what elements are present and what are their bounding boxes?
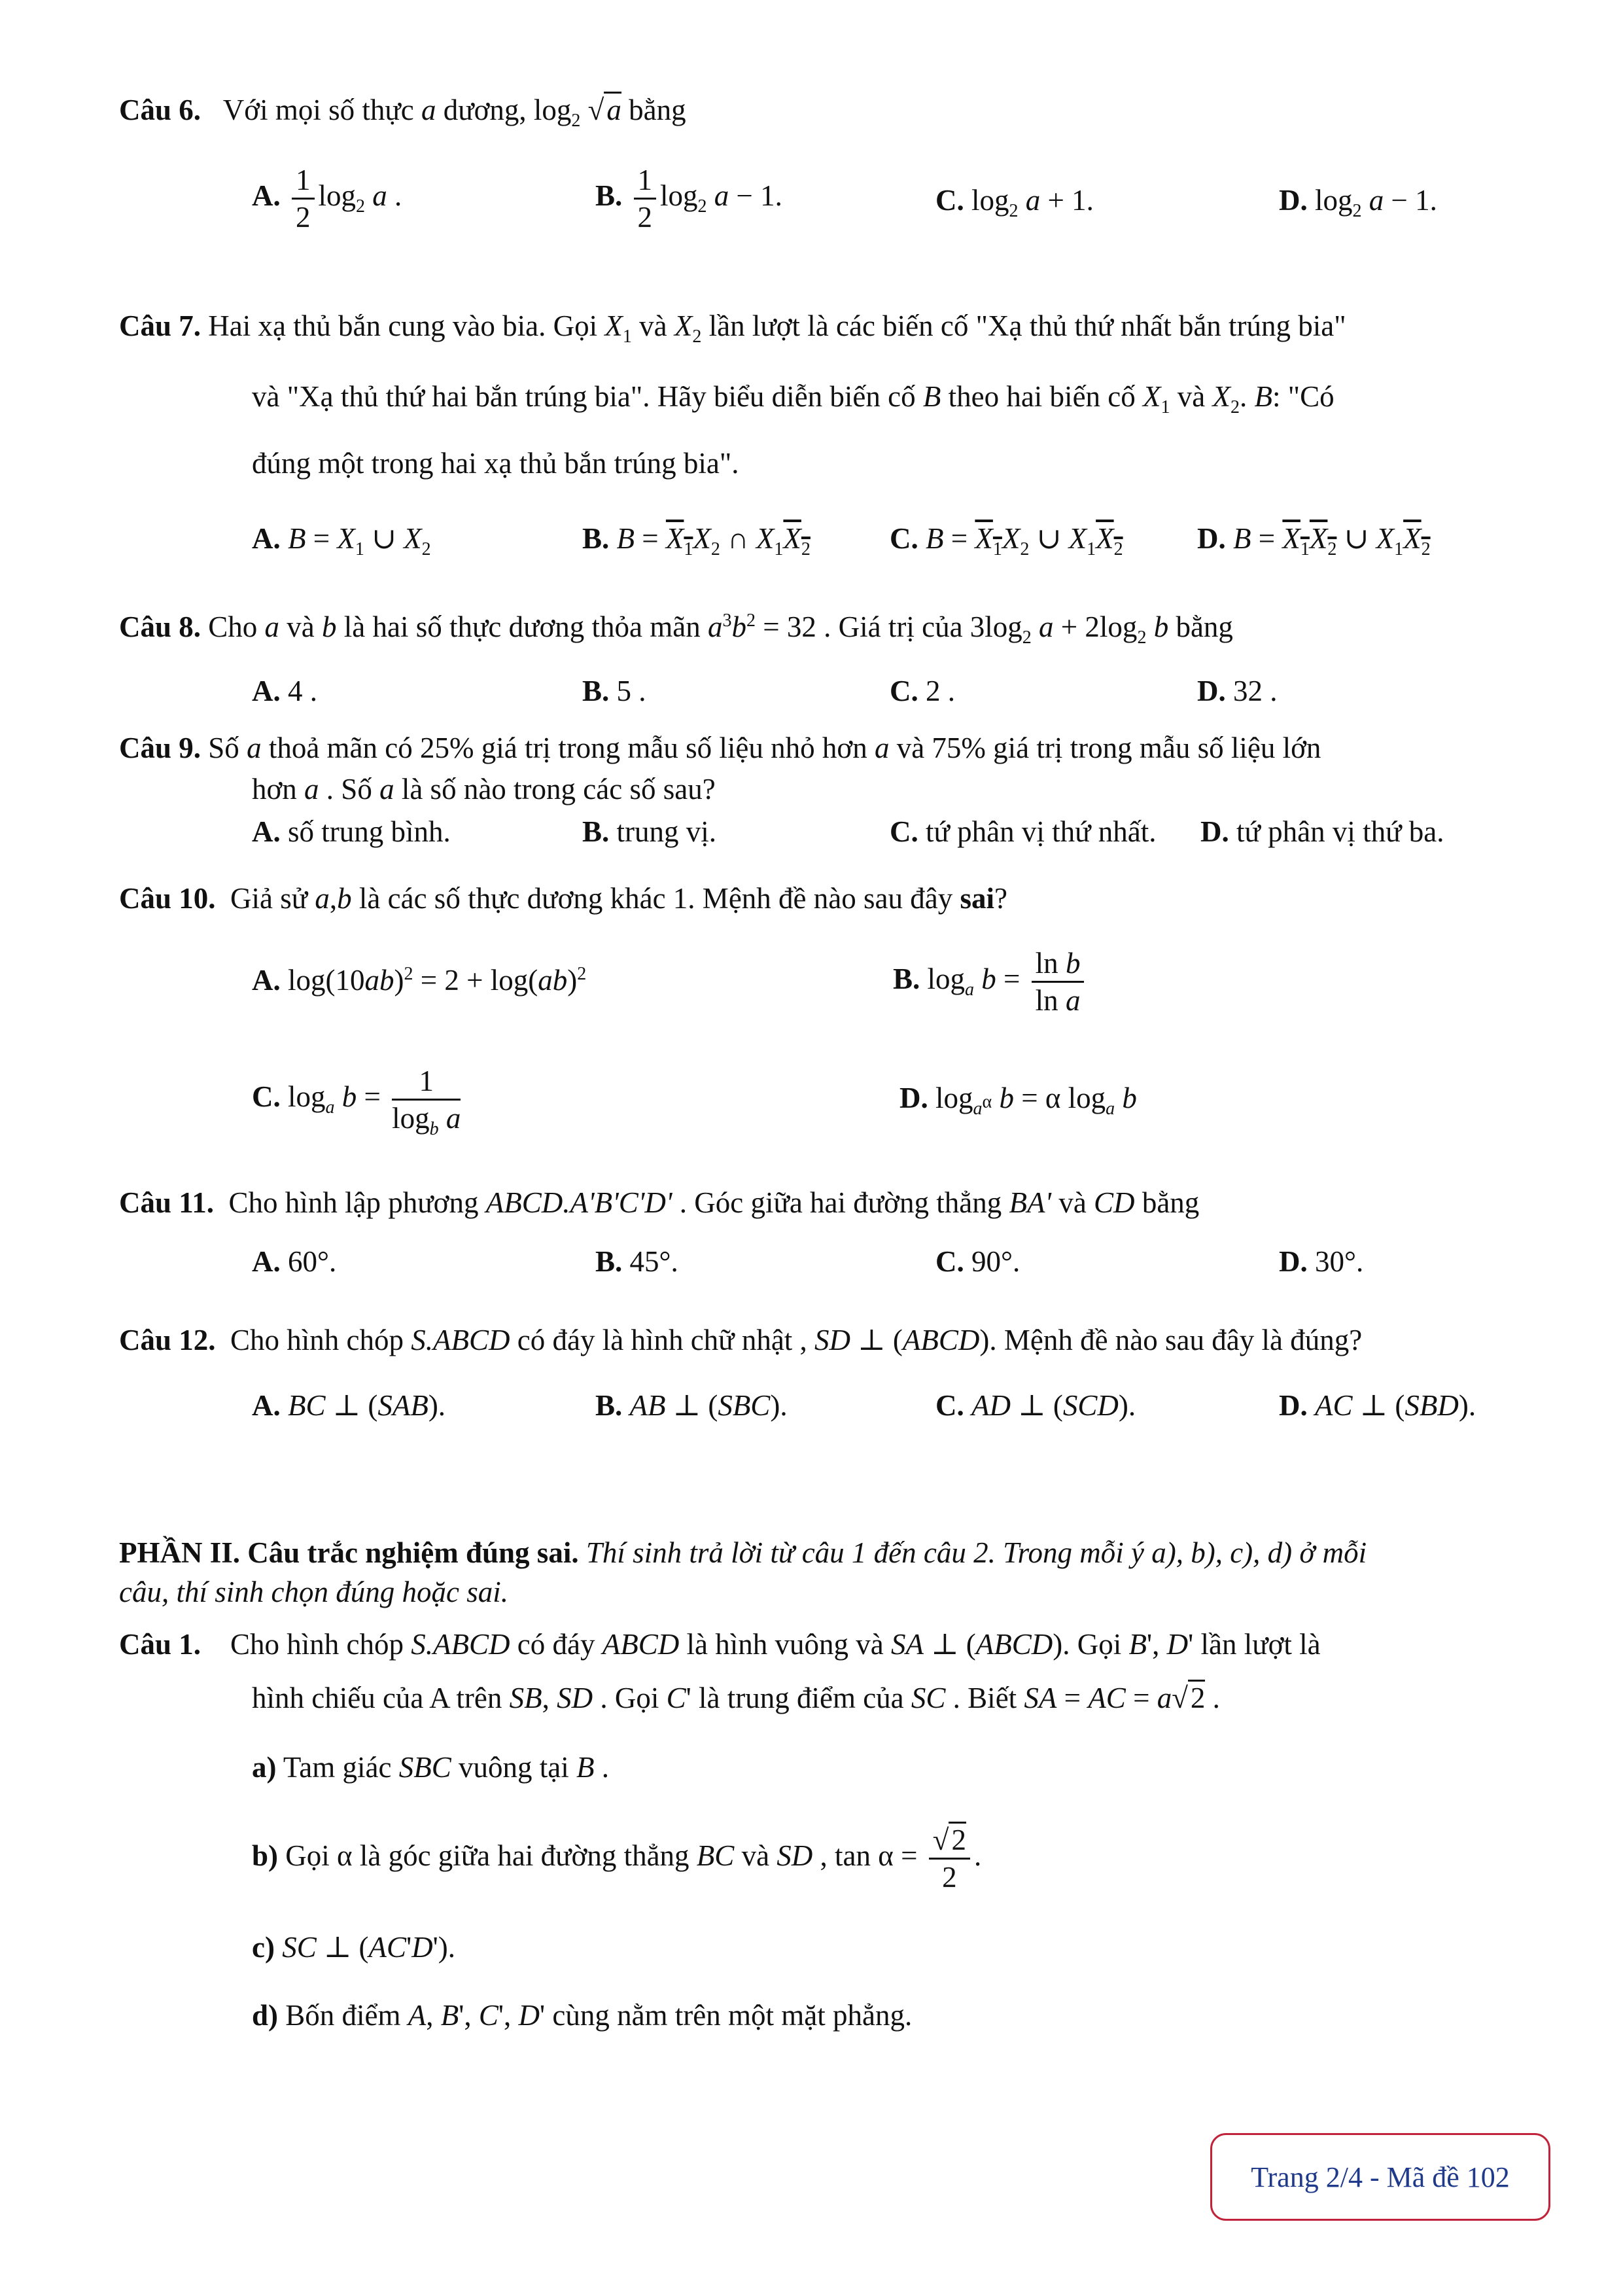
p2q1-item-a[interactable]: a) Tam giác SBC vuông tại B . (252, 1751, 609, 1784)
q6-option-d[interactable]: D. $\log_2 a - 1$. (1279, 184, 1437, 221)
q8-option-c[interactable]: C. 2 . (890, 675, 955, 707)
part2-heading: PHẦN II. Câu trắc nghiệm đúng sai. Thí sinh trả lời từ câu 1 đến câu 2. Trong mỗi ý a), b), c), d) ở mỗi (119, 1536, 1367, 1569)
q7-option-b[interactable]: B. $B = X_1X_2$ ∩ $X_1X_2$ (582, 522, 811, 559)
q8-stem: Câu 8. Cho a và b là hai số thực dương thỏa mãn $a^3b^2 = 32$ . Giá trị của $3\log_2$ $a + 2\log_2$ b bằng (119, 610, 1233, 648)
part2-heading-cont: câu, thí sinh chọn đúng hoặc sai. (119, 1576, 508, 1608)
q8-option-a[interactable]: A. 4 . (252, 675, 317, 707)
p2q1-item-b[interactable]: b) Gọi α là góc giữa hai đường thẳng BC và SD , tan α = $\frac{√2}{2}$ . (252, 1822, 981, 1895)
q11-option-b[interactable]: B. 45°. (595, 1245, 678, 1278)
q7-option-c[interactable]: C. $B = X_1X_2$ ∪ $X_1X_2$ (890, 522, 1123, 559)
q10-option-c[interactable]: C. $\log_a b$ = $\frac{1}{\log_b a}$ (252, 1065, 461, 1139)
q12-option-b[interactable]: B. AB ⊥ (SBC). (595, 1389, 788, 1422)
q12-stem: Câu 12. Cho hình chóp S.ABCD có đáy là hình chữ nhật , SD ⊥ (ABCD). Mệnh đề nào sau đây là đúng? (119, 1324, 1363, 1356)
q7-line2: và "Xạ thủ thứ hai bắn trúng bia". Hãy biểu diễn biến cố B theo hai biến cố $X_1$ và $X_2$. B: "Có (252, 380, 1335, 417)
q9-option-b[interactable]: B. trung vị. (582, 815, 717, 848)
q7-line1: Câu 7. Hai xạ thủ bắn cung vào bia. Gọi $X_1$ và $X_2$ lần lượt là các biến cố "Xạ thủ thứ nhất bắn trúng bia" (119, 309, 1346, 347)
q9-option-c[interactable]: C. tứ phân vị thứ nhất. (890, 815, 1157, 848)
q10-option-a[interactable]: A. $\log(10ab)^2 = 2 + \log(ab)^2$ (252, 964, 587, 997)
q6-option-a[interactable]: A. $\frac{1}{2}$ $\log_2 a$ . (252, 164, 402, 234)
q6-option-c[interactable]: C. $\log_2 a + 1$. (935, 184, 1094, 221)
page-number: Trang 2/4 - Mã đề 102 (1251, 2161, 1510, 2193)
p2q1-item-c[interactable]: c) SC ⊥ (AC'D'). (252, 1931, 456, 1964)
question-label: Câu 6. (119, 94, 201, 126)
p2q1-item-d[interactable]: d) Bốn điểm A, B', C', D' cùng nằm trên một mặt phẳng. (252, 1999, 913, 2032)
q10-stem: Câu 10. Giả sử a,b là các số thực dương khác 1. Mệnh đề nào sau đây sai? (119, 882, 1007, 915)
q9-option-a[interactable]: A. số trung bình. (252, 815, 451, 848)
q12-option-c[interactable]: C. AD ⊥ (SCD). (935, 1389, 1136, 1422)
q6-stem: Câu 6. Với mọi số thực a dương, $\log_2 √a$ bằng (119, 92, 686, 128)
q7-line3: đúng một trong hai xạ thủ bắn trúng bia". (252, 447, 739, 480)
q12-option-d[interactable]: D. AC ⊥ (SBD). (1279, 1389, 1476, 1422)
q11-stem: Câu 11. Cho hình lập phương ABCD.A'B'C'D' . Góc giữa hai đường thẳng BA' và CD bằng (119, 1186, 1200, 1219)
q8-option-d[interactable]: D. 32 . (1197, 675, 1278, 707)
p2q1-line2: hình chiếu của A trên SB, SD . Gọi C' là trung điểm của SC . Biết SA = AC = a√2 . (252, 1680, 1220, 1716)
q8-option-b[interactable]: B. 5 . (582, 675, 646, 707)
q6-option-b[interactable]: B. $\frac{1}{2}$ $\log_2 a - 1$. (595, 164, 782, 234)
q9-line1: Câu 9. Số a thoả mãn có 25% giá trị trong mẫu số liệu nhỏ hơn a và 75% giá trị trong mẫu số liệu lớn (119, 732, 1321, 764)
q11-option-a[interactable]: A. 60°. (252, 1245, 337, 1278)
q12-option-a[interactable]: A. BC ⊥ (SAB). (252, 1389, 446, 1422)
q9-line2: hơn a . Số a là số nào trong các số sau? (252, 773, 716, 805)
q11-option-d[interactable]: D. 30°. (1279, 1245, 1364, 1278)
q7-option-a[interactable]: A. $B = X_1$ ∪ $X_2$ (252, 522, 431, 559)
q9-option-d[interactable]: D. tứ phân vị thứ ba. (1200, 815, 1444, 848)
page-footer (1210, 2133, 1550, 2221)
q10-option-b[interactable]: B. $\log_a b$ = $\frac{\text{ln b}}{\text{ln a}}$ (893, 945, 1088, 1018)
q7-option-d[interactable]: D. $B = X_1X_2$ ∪ $X_1X_2$ (1197, 522, 1431, 559)
q11-option-c[interactable]: C. 90°. (935, 1245, 1021, 1278)
q10-option-d[interactable]: D. $\log_{a^\alpha} b = \alpha$ $\log_a b$ (899, 1082, 1137, 1119)
p2q1-line1: Câu 1. Cho hình chóp S.ABCD có đáy ABCD là hình vuông và SA ⊥ (ABCD). Gọi B', D' lần lượt là (119, 1628, 1321, 1661)
